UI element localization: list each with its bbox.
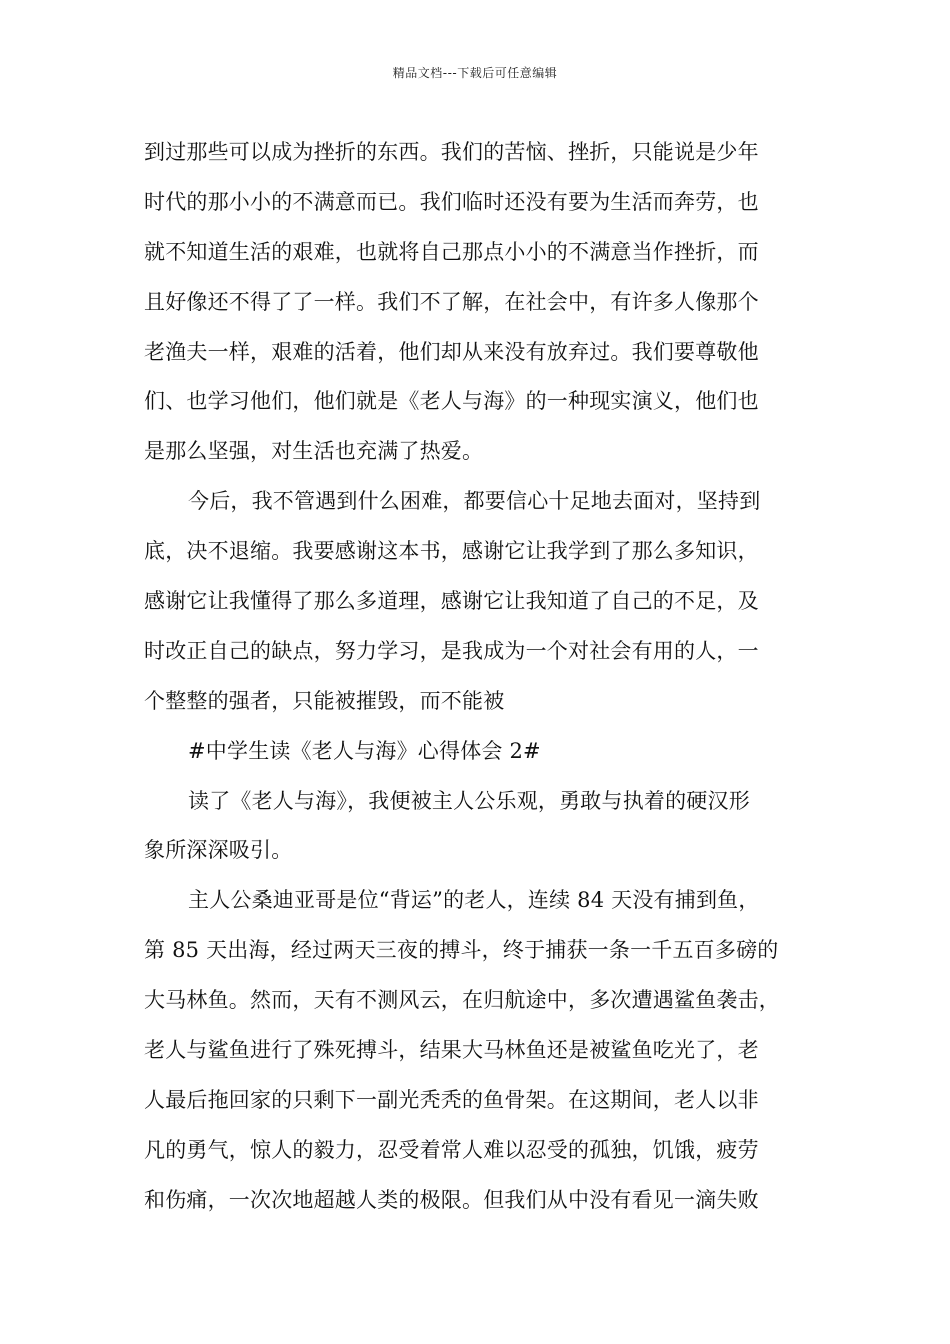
text-line: 第 85 天出海，经过两天三夜的搏斗，终于捕获一条一千五百多磅的 — [144, 938, 779, 963]
text-line: 时改正自己的缺点，努力学习，是我成为一个对社会有用的人，一 — [144, 638, 759, 663]
text-line: 和伤痛，一次次地超越人类的极限。但我们从中没有看见一滴失败 — [144, 1187, 759, 1212]
text-line: 时代的那小小的不满意而已。我们临时还没有要为生活而奔劳，也 — [144, 189, 759, 214]
text-line: 大马林鱼。然而，天有不测风云，在归航途中，多次遭遇鲨鱼袭击， — [144, 988, 780, 1013]
text-line: 们、也学习他们，他们就是《老人与海》的一种现实演义，他们也 — [144, 389, 759, 414]
text-line: 且好像还不得了了一样。我们不了解，在社会中，有许多人像那个 — [144, 289, 759, 314]
text-line: 凡的勇气，惊人的毅力，忍受着常人难以忍受的孤独，饥饿，疲劳 — [144, 1137, 759, 1162]
paragraph-start-line: 今后，我不管遇到什么困难，都要信心十足地去面对，坚持到 — [188, 489, 761, 514]
text-line: 个整整的强者，只能被摧毁，而不能被 — [144, 688, 505, 713]
text-line: 老人与鲨鱼进行了殊死搏斗，结果大马林鱼还是被鲨鱼吃光了，老 — [144, 1038, 759, 1063]
body-text — [144, 128, 808, 1226]
text-line: 感谢它让我懂得了那么多道理，感谢它让我知道了自己的不足，及 — [144, 589, 759, 614]
text-line: 底，决不退缩。我要感谢这本书，感谢它让我学到了那么多知识， — [144, 539, 759, 564]
section-heading: #中学生读《老人与海》心得体会 2# — [188, 738, 541, 763]
page-header: 精品文档---下载后可任意编辑 — [392, 66, 558, 80]
text-line: 老渔夫一样，艰难的活着，他们却从来没有放弃过。我们要尊敬他 — [144, 339, 759, 364]
paragraph-start-line: 主人公桑迪亚哥是位“背运”的老人，连续 84 天没有捕到鱼， — [188, 888, 760, 913]
text-line: 到过那些可以成为挫折的东西。我们的苦恼、挫折，只能说是少年 — [144, 140, 759, 164]
text-line: 就不知道生活的艰难，也就将自己那点小小的不满意当作挫折，而 — [144, 239, 759, 264]
text-line: 人最后拖回家的只剩下一副光秃秃的鱼骨架。在这期间，老人以非 — [144, 1087, 759, 1112]
paragraph-start-line: 读了《老人与海》，我便被主人公乐观，勇敢与执着的硬汉形 — [188, 788, 750, 813]
text-line: 是那么坚强，对生活也充满了热爱。 — [144, 439, 484, 464]
text-line: 象所深深吸引。 — [144, 838, 293, 863]
